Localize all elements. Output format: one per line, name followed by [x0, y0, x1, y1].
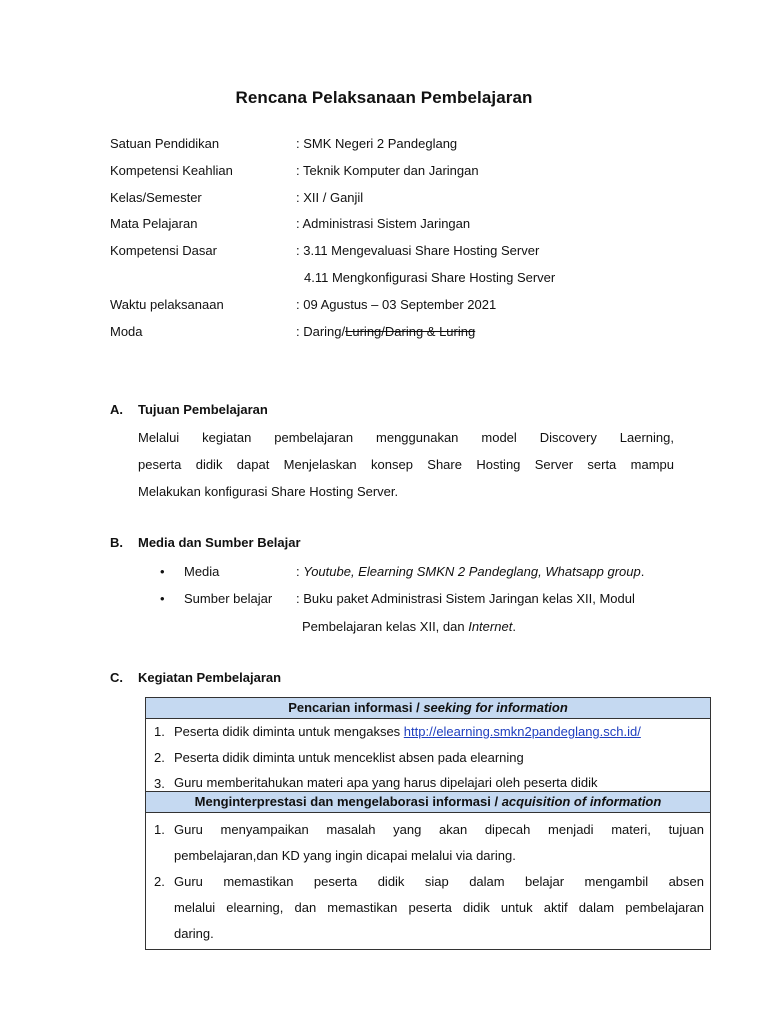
meta-value: : 09 Agustus – 03 September 2021: [296, 296, 497, 312]
section-a-paragraph: [138, 424, 674, 505]
section-letter: C.: [110, 670, 123, 685]
meta-value: 4.11 Mengkonfigurasi Share Hosting Server: [304, 269, 556, 285]
meta-row: [110, 295, 710, 322]
list-item: [154, 771, 704, 791]
paragraph-line: Melakukan konfigurasi Share Hosting Server.: [138, 484, 399, 499]
bullet-icon: •: [160, 564, 165, 579]
sumber-value: : Buku paket Administrasi Sistem Jaringan kelas XII, Modul: [296, 591, 635, 606]
list-number: 1.: [154, 724, 165, 739]
section-b-heading: [110, 535, 301, 550]
meta-label: Mata Pelajaran: [110, 216, 198, 232]
header-bold-text: Menginterprestasi dan mengelaborasi informasi /: [194, 794, 502, 809]
header-italic-text: acquisition of information: [501, 794, 662, 809]
table-body-seeking: [146, 719, 710, 791]
section-title: Media dan Sumber Belajar: [138, 535, 301, 550]
section-c-heading: [110, 670, 281, 685]
list-number: 2.: [154, 874, 165, 889]
moda-struck-value: Luring/Daring & Luring: [345, 323, 476, 339]
list-item: [154, 745, 704, 771]
paragraph-line: Melalui kegiatan pembelajaran menggunakan model Discovery Laerning,: [138, 430, 674, 445]
list-number: 1.: [154, 822, 165, 837]
meta-label: Kompetensi Dasar: [110, 243, 217, 259]
sumber-text: Pembelajaran kelas XII, dan: [302, 619, 469, 634]
list-text: Guru memberitahukan materi apa yang harus dipelajari oleh peserta didik: [174, 775, 598, 790]
bullet-icon: •: [160, 591, 165, 606]
section-title: Tujuan Pembelajaran: [138, 402, 268, 417]
elearning-link[interactable]: http://elearning.smkn2pandeglang.sch.id/: [403, 724, 641, 739]
list-text: Peserta didik diminta untuk menceklist absen pada elearning: [174, 750, 524, 765]
sumber-value-cont: [302, 617, 516, 637]
meta-value: : SMK Negeri 2 Pandeglang: [296, 136, 458, 151]
list-item: [154, 869, 704, 947]
header-italic-text: seeking for information: [423, 700, 568, 715]
table-body-acquisition: [146, 813, 710, 949]
item-text: Peserta didik diminta untuk mengakses: [174, 724, 404, 739]
media-value: [296, 562, 644, 582]
moda-value: : Daring/: [296, 323, 346, 339]
page-title: Rencana Pelaksanaan Pembelajaran: [235, 88, 533, 107]
meta-row: [110, 161, 710, 188]
meta-label: Kelas/Semester: [110, 189, 202, 205]
media-colon: :: [296, 564, 304, 579]
meta-value: : XII / Ganjil: [296, 189, 364, 205]
list-item: [154, 719, 704, 745]
meta-row: [110, 214, 710, 241]
meta-row: [110, 241, 710, 268]
section-title: Kegiatan Pembelajaran: [138, 670, 282, 685]
table-header-seeking: [146, 698, 710, 719]
list-text-line: melalui elearning, dan memastikan peserta didik untuk aktif dalam pembelajaran: [174, 900, 704, 915]
meta-value: : 3.11 Mengevaluasi Share Hosting Server: [296, 243, 540, 259]
list-number: 3.: [154, 776, 165, 791]
header-bold-text: Pencarian informasi /: [288, 700, 424, 715]
identity-table: [110, 134, 710, 348]
meta-value: : Administrasi Sistem Jaringan: [296, 216, 471, 232]
list-text-line: Guru memastikan peserta didik siap dalam belajar mengambil absen: [174, 874, 704, 889]
section-letter: A.: [110, 402, 123, 417]
meta-row: [110, 134, 710, 161]
list-text: [174, 719, 704, 745]
table-header-acquisition: [146, 791, 710, 813]
media-label: Media: [184, 564, 220, 579]
meta-label: Waktu pelaksanaan: [110, 296, 224, 312]
list-number: 2.: [154, 750, 165, 765]
meta-label: Kompetensi Keahlian: [110, 162, 233, 178]
sumber-label: Sumber belajar: [184, 591, 273, 606]
meta-label: Moda: [110, 323, 143, 339]
sumber-internet: Internet: [468, 619, 513, 634]
meta-row-moda: [110, 322, 710, 349]
meta-value: [296, 322, 475, 342]
section-letter: B.: [110, 535, 123, 550]
list-item: [154, 817, 704, 869]
paragraph-line: peserta didik dapat Menjelaskan konsep Share Hosting Server serta mampu: [138, 457, 674, 472]
meta-value: : Teknik Komputer dan Jaringan: [296, 162, 479, 178]
activity-table: [145, 697, 711, 950]
list-text-line: daring.: [174, 926, 214, 941]
section-a-heading: [110, 402, 268, 417]
list-text-line: Guru menyampaikan masalah yang akan dipecah menjadi materi, tujuan: [174, 822, 704, 837]
meta-row: [110, 268, 710, 295]
sumber-period: .: [512, 619, 516, 634]
meta-row: [110, 188, 710, 215]
meta-label: Satuan Pendidikan: [110, 136, 220, 151]
media-list: Youtube, Elearning SMKN 2 Pandeglang, Whatsapp group: [303, 564, 641, 579]
list-text-line: pembelajaran,dan KD yang ingin dicapai melalui via daring.: [174, 848, 516, 863]
media-period: .: [640, 564, 645, 579]
